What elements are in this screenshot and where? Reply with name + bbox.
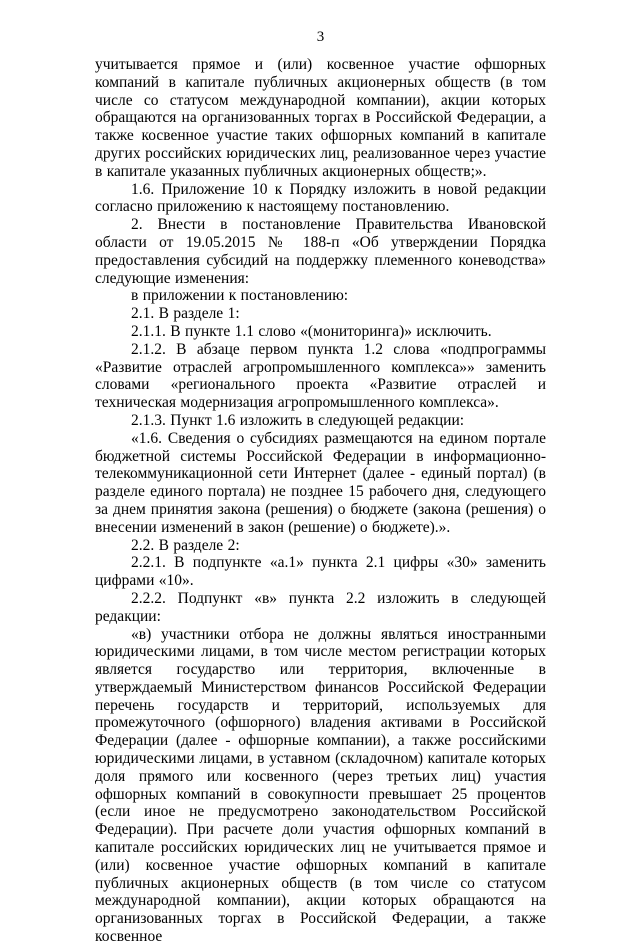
paragraph-annex-note: в приложении к постановлению: [131, 287, 349, 305]
paragraph-clause-1-6: 1.6. Приложение 10 к Порядку изложить в новой редакции согласно приложению к настоящему постановлению. [95, 180, 546, 216]
paragraph-clause-2: 2. Внести в постановление Правительства Ивановской области от 19.05.2015 № 188-п «Об утверждении Порядка предоставления субсидий на поддержку племенного коневодства» следующие изменения: [95, 216, 546, 287]
page-number: 3 [316, 29, 325, 45]
paragraph-continuation: учитывается прямое и (или) косвенное участие офшорных компаний в капитале публичных акционерных обществ (в том числе со статусом международной компании), акции которых обращаются на организованных торгах в Российской Федерации, а также косвенное участие таких офшорных компаний в капитале других российских юридических лиц, реализованное через участие в капитале указанных публичных акционерных обществ;». [95, 56, 546, 180]
paragraph-clause-2-1-3: 2.1.3. Пункт 1.6 изложить в следующей редакции: [131, 411, 465, 429]
paragraph-clause-2-1: 2.1. В разделе 1: [131, 305, 240, 323]
paragraph-clause-2-2-1: 2.2.1. В подпункте «а.1» пункта 2.1 цифры «30» заменить цифрами «10». [95, 554, 546, 590]
paragraph-clause-2-2-2: 2.2.2. Подпункт «в» пункта 2.2 изложить в следующей редакции: [95, 589, 546, 625]
paragraph-clause-2-1-1: 2.1.1. В пункте 1.1 слово «(мониторинга)» исключить. [131, 322, 492, 340]
paragraph-quoted-v: «в) участники отбора не должны являться иностранными юридическими лицами, в том числе местом регистрации которых является государство или территория, включенные в утверждаемый Министерством финансов Российской Федерации перечень государств и территорий, используемых для промежуточного (офшорного) владения активами в Российской Федерации (далее - офшорные компании), а также российскими юридическими лицами, в уставном (складочном) капитале которых доля прямого или косвенного (через третьих лиц) участия офшорных компаний в совокупности превышает 25 процентов (если иное не предусмотрено законодательством Российской Федерации). При расчете доли участия офшорных компаний в капитале российских юридических лиц не учитывается прямое и (или) косвенное участие офшорных компаний в капитале публичных акционерных обществ (в том числе со статусом международной компании), акции которых обращаются на организованных торгах в Российской Федерации, а также косвенное [95, 625, 546, 946]
paragraph-clause-2-1-2: 2.1.2. В абзаце первом пункта 1.2 слова «подпрограммы «Развитие отраслей агропромышленного комплекса»» заменить словами «регионального проекта «Развитие отраслей и техническая модернизация агропромышленного комплекса». [95, 340, 546, 412]
document-body [95, 56, 546, 946]
paragraph-clause-2-2: 2.2. В разделе 2: [131, 536, 240, 554]
paragraph-quoted-1-6: «1.6. Сведения о субсидиях размещаются на едином портале бюджетной системы Российской Федерации в информационно-телекоммуникационной сети Интернет (далее - единый портал) (в разделе единого портала) не позднее 15 рабочего дня, следующего за днем принятия закона (решения) о бюджете (закона (решения) о внесении изменений в закон (решение) о бюджете).». [95, 429, 546, 536]
